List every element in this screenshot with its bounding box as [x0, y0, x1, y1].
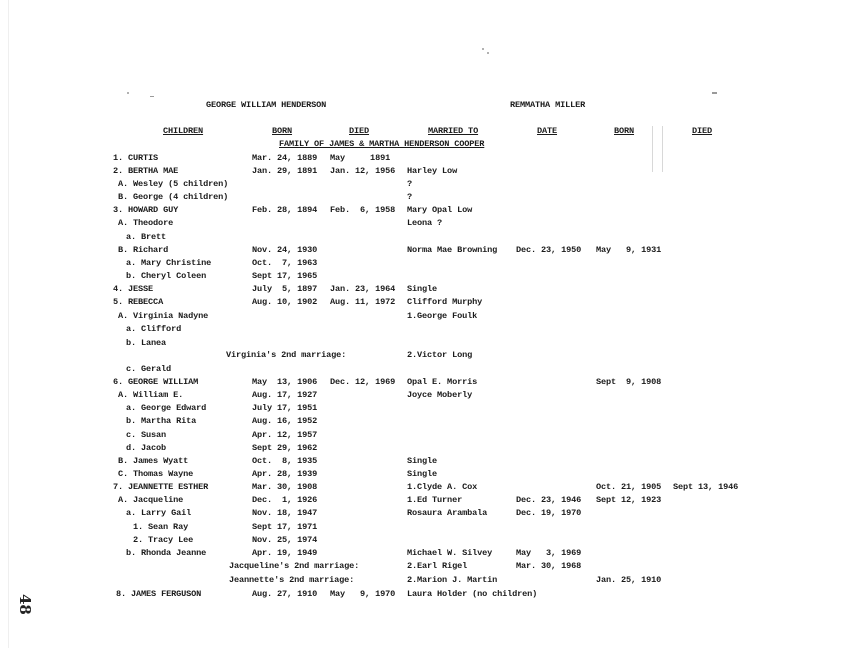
speck: [150, 96, 154, 97]
person-name: 3. HOWARD GUY: [113, 205, 179, 215]
spouse-name: Opal E. Morris: [407, 377, 478, 387]
person-name: a. George Edward: [126, 403, 207, 413]
husband-name: GEORGE WILLIAM HENDERSON: [206, 100, 327, 110]
person-name: A. Virginia Nadyne: [118, 311, 209, 321]
born-date: July 17, 1951: [252, 403, 318, 413]
person-name: A. Jacqueline: [118, 495, 184, 505]
col-died-spouse: DIED: [692, 126, 713, 136]
person-name: B. Richard: [118, 245, 169, 255]
scan-edge: [8, 0, 9, 648]
person-name: b. Lanea: [126, 338, 167, 348]
spouse-name: 2.Victor Long: [407, 350, 473, 360]
spouse-name: 1.Ed Turner: [407, 495, 463, 505]
born-date: Feb. 28, 1894: [252, 205, 318, 215]
born-date: Nov. 24, 1930: [252, 245, 318, 255]
person-name: Virginia's 2nd marriage:: [226, 350, 347, 360]
died-date: Jan. 12, 1956: [330, 166, 396, 176]
born-date: Aug. 10, 1902: [252, 297, 318, 307]
col-died: DIED: [349, 126, 370, 136]
spouse-name: 1.Clyde A. Cox: [407, 482, 478, 492]
person-name: a. Mary Christine: [126, 258, 212, 268]
marriage-date: Dec. 23, 1950: [516, 245, 582, 255]
spouse-born-date: Sept 12, 1923: [596, 495, 662, 505]
born-date: Nov. 18, 1947: [252, 508, 318, 518]
born-date: Mar. 24, 1889: [252, 153, 318, 163]
marriage-date: Mar. 30, 1968: [516, 561, 582, 571]
born-date: Mar. 30, 1908: [252, 482, 318, 492]
person-name: 1. Sean Ray: [133, 522, 189, 532]
person-name: 2. BERTHA MAE: [113, 166, 179, 176]
spouse-died-date: Sept 13, 1946: [673, 482, 739, 492]
marriage-date: Dec. 19, 1970: [516, 508, 582, 518]
born-date: Sept 29, 1962: [252, 443, 318, 453]
spouse-name: ?: [407, 179, 413, 189]
born-date: July 5, 1897: [252, 284, 318, 294]
page-number: 48: [16, 594, 34, 615]
marriage-date: Dec. 23, 1946: [516, 495, 582, 505]
born-date: Oct. 8, 1935: [252, 456, 318, 466]
born-date: Dec. 1, 1926: [252, 495, 318, 505]
spouse-name: Single: [407, 284, 438, 294]
speck: [712, 92, 717, 94]
faint-rule: [662, 126, 663, 172]
born-date: Oct. 7, 1963: [252, 258, 318, 268]
col-born-spouse: BORN: [614, 126, 635, 136]
died-date: May 9, 1970: [330, 589, 396, 599]
col-married-to: MARRIED TO: [428, 126, 479, 136]
born-date: Aug. 17, 1927: [252, 390, 318, 400]
born-date: Apr. 12, 1957: [252, 430, 318, 440]
born-date: Aug. 27, 1910: [252, 589, 318, 599]
person-name: 6. GEORGE WILLIAM: [113, 377, 199, 387]
spouse-name: ?: [407, 192, 413, 202]
born-date: Apr. 28, 1939: [252, 469, 318, 479]
person-name: A. Theodore: [118, 218, 174, 228]
spouse-name: Michael W. Silvey: [407, 548, 493, 558]
died-date: Jan. 23, 1964: [330, 284, 396, 294]
died-date: May 1891: [330, 153, 391, 163]
person-name: A. William E.: [118, 390, 184, 400]
born-date: Aug. 16, 1952: [252, 416, 318, 426]
person-name: Jeannette's 2nd marriage:: [229, 575, 355, 585]
speck: [482, 48, 484, 50]
spouse-name: Norma Mae Browning: [407, 245, 498, 255]
spouse-name: Single: [407, 469, 438, 479]
spouse-name: Single: [407, 456, 438, 466]
born-date: Apr. 19, 1949: [252, 548, 318, 558]
person-name: Jacqueline's 2nd marriage:: [229, 561, 360, 571]
family-title: FAMILY OF JAMES & MARTHA HENDERSON COOPER: [279, 139, 485, 149]
born-date: May 13, 1906: [252, 377, 318, 387]
spouse-name: Leona ?: [407, 218, 443, 228]
born-date: Jan. 29, 1891: [252, 166, 318, 176]
person-name: B. George (4 children): [118, 192, 229, 202]
person-name: A. Wesley (5 children): [118, 179, 229, 189]
born-date: Nov. 25, 1974: [252, 535, 318, 545]
speck: [487, 52, 489, 54]
spouse-name: 2.Marion J. Martin: [407, 575, 498, 585]
spouse-name: Clifford Murphy: [407, 297, 483, 307]
spouse-name: Mary Opal Low: [407, 205, 473, 215]
person-name: b. Martha Rita: [126, 416, 197, 426]
person-name: a. Brett: [126, 232, 167, 242]
person-name: 5. REBECCA: [113, 297, 164, 307]
speck: [127, 92, 129, 94]
died-date: Aug. 11, 1972: [330, 297, 396, 307]
person-name: c. Gerald: [126, 364, 172, 374]
person-name: 1. CURTIS: [113, 153, 159, 163]
spouse-name: Harley Low: [407, 166, 458, 176]
spouse-name: Laura Holder (no children): [407, 589, 538, 599]
spouse-born-date: Jan. 25, 1910: [596, 575, 662, 585]
born-date: Sept 17, 1965: [252, 271, 318, 281]
person-name: B. James Wyatt: [118, 456, 189, 466]
wife-name: REMMATHA MILLER: [510, 100, 586, 110]
marriage-date: May 3, 1969: [516, 548, 582, 558]
person-name: 7. JEANNETTE ESTHER: [113, 482, 209, 492]
person-name: 2. Tracy Lee: [133, 535, 194, 545]
col-children: CHILDREN: [163, 126, 204, 136]
person-name: a. Clifford: [126, 324, 182, 334]
spouse-born-date: Sept 9, 1908: [596, 377, 662, 387]
spouse-born-date: May 9, 1931: [596, 245, 662, 255]
person-name: C. Thomas Wayne: [118, 469, 194, 479]
died-date: Feb. 6, 1958: [330, 205, 396, 215]
person-name: b. Rhonda Jeanne: [126, 548, 207, 558]
person-name: d. Jacob: [126, 443, 167, 453]
person-name: 8. JAMES FERGUSON: [116, 589, 202, 599]
spouse-name: Joyce Moberly: [407, 390, 473, 400]
faint-rule: [652, 126, 653, 172]
person-name: c. Susan: [126, 430, 167, 440]
person-name: a. Larry Gail: [126, 508, 192, 518]
col-date: DATE: [537, 126, 558, 136]
died-date: Dec. 12, 1969: [330, 377, 396, 387]
spouse-born-date: Oct. 21, 1905: [596, 482, 662, 492]
person-name: 4. JESSE: [113, 284, 154, 294]
spouse-name: Rosaura Arambala: [407, 508, 488, 518]
spouse-name: 1.George Foulk: [407, 311, 478, 321]
spouse-name: 2.Earl Rigel: [407, 561, 468, 571]
col-born: BORN: [272, 126, 293, 136]
born-date: Sept 17, 1971: [252, 522, 318, 532]
person-name: b. Cheryl Coleen: [126, 271, 207, 281]
